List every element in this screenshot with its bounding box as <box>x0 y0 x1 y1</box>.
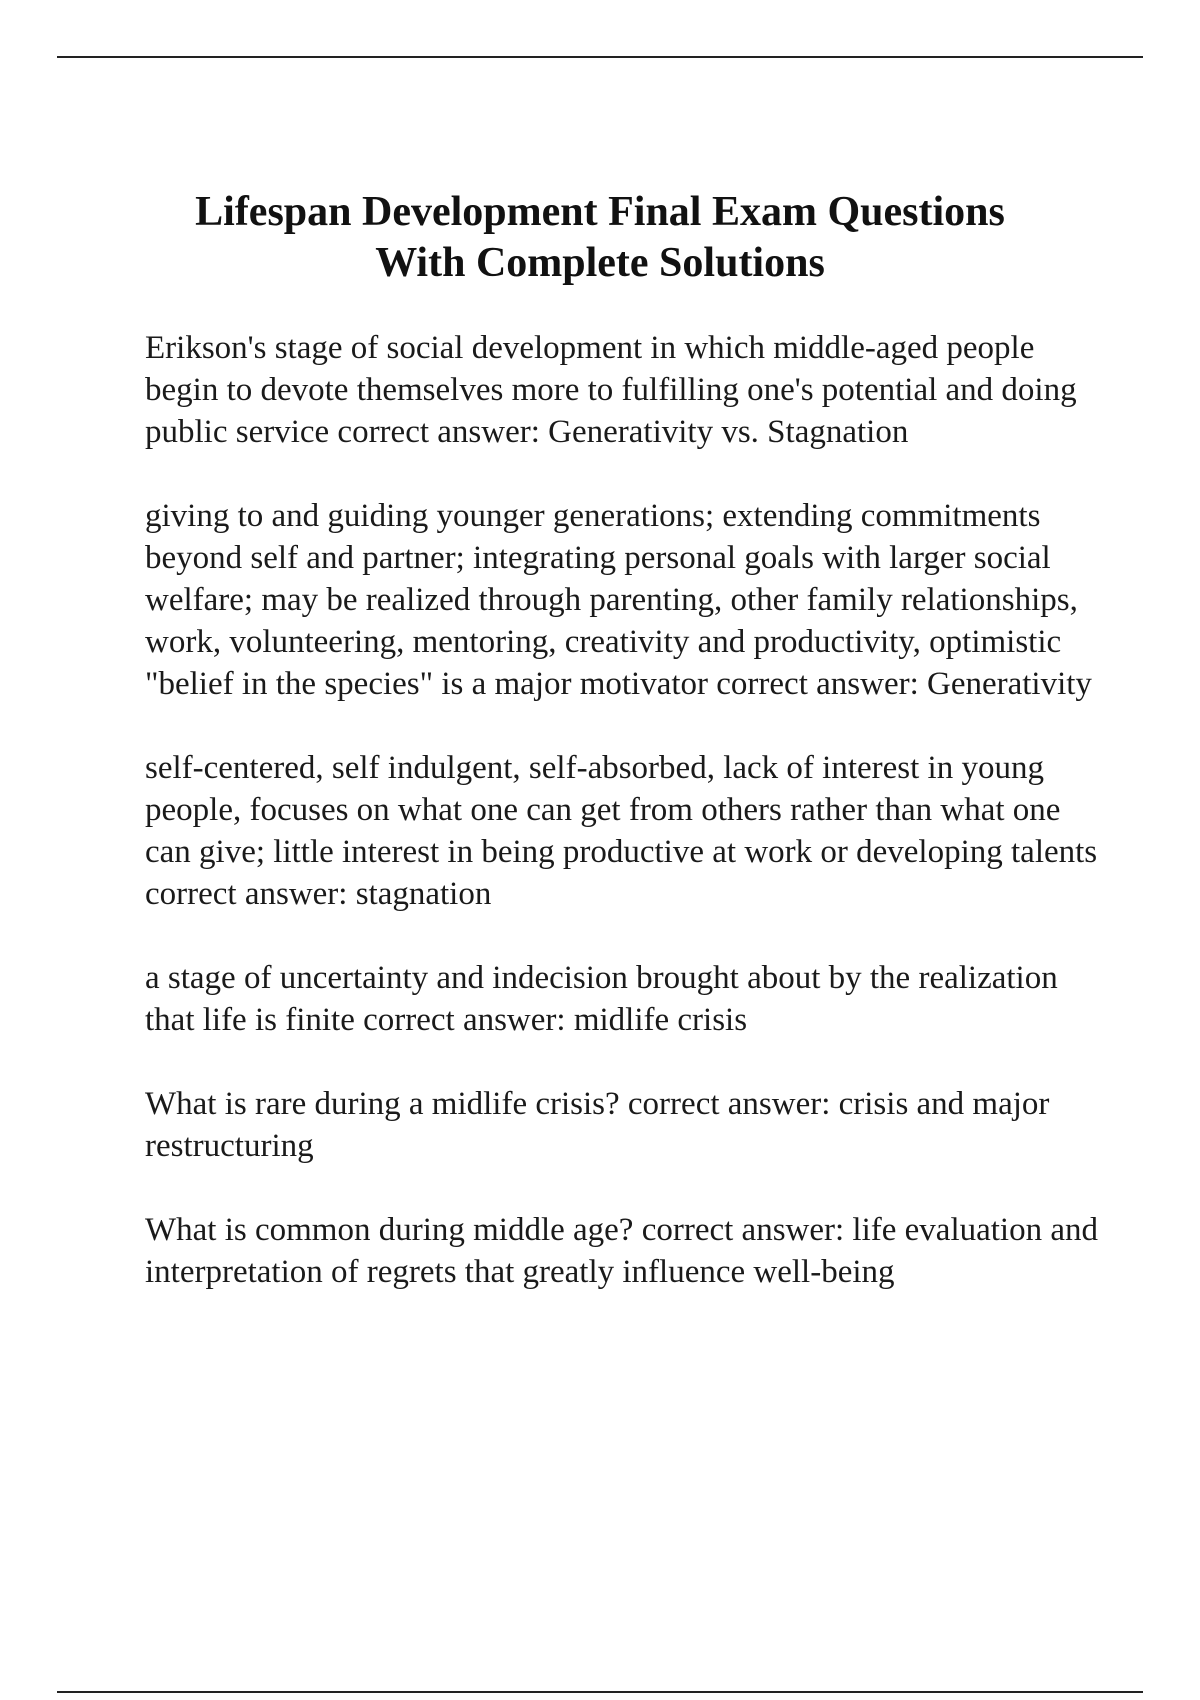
title-line-1: Lifespan Development Final Exam Questions <box>195 189 1005 235</box>
header-rule <box>57 56 1143 58</box>
qa-list <box>145 327 1105 1335</box>
document-title <box>100 187 1100 289</box>
footer-rule <box>57 1691 1143 1693</box>
qa-item: What is common during middle age? correct answer: life evaluation and interpretation of regrets that greatly influence well-being <box>145 1212 1098 1290</box>
qa-item: self-centered, self indulgent, self-absorbed, lack of interest in young people, focuses on what one can get from others rather than what one can give; little interest in being productive at work or developing talents correct answer: stagnation <box>145 750 1098 912</box>
qa-item: What is rare during a midlife crisis? correct answer: crisis and major restructuring <box>145 1086 1050 1164</box>
qa-item: Erikson's stage of social development in which middle-aged people begin to devote themselves more to fulfilling one's potential and doing public service correct answer: Generativity vs. Stagnation <box>145 330 1077 450</box>
qa-item: giving to and guiding younger generations; extending commitments beyond self and partner; integrating personal goals with larger social welfare; may be realized through parenting, other family relationships, work, volunteering, mentoring, creativity and productivity, optimistic "belief in the species" is a major motivator correct answer: Generativity <box>145 498 1092 702</box>
qa-item: a stage of uncertainty and indecision brought about by the realization that life is finite correct answer: midlife crisis <box>145 960 1058 1038</box>
title-line-2: With Complete Solutions <box>375 240 825 286</box>
